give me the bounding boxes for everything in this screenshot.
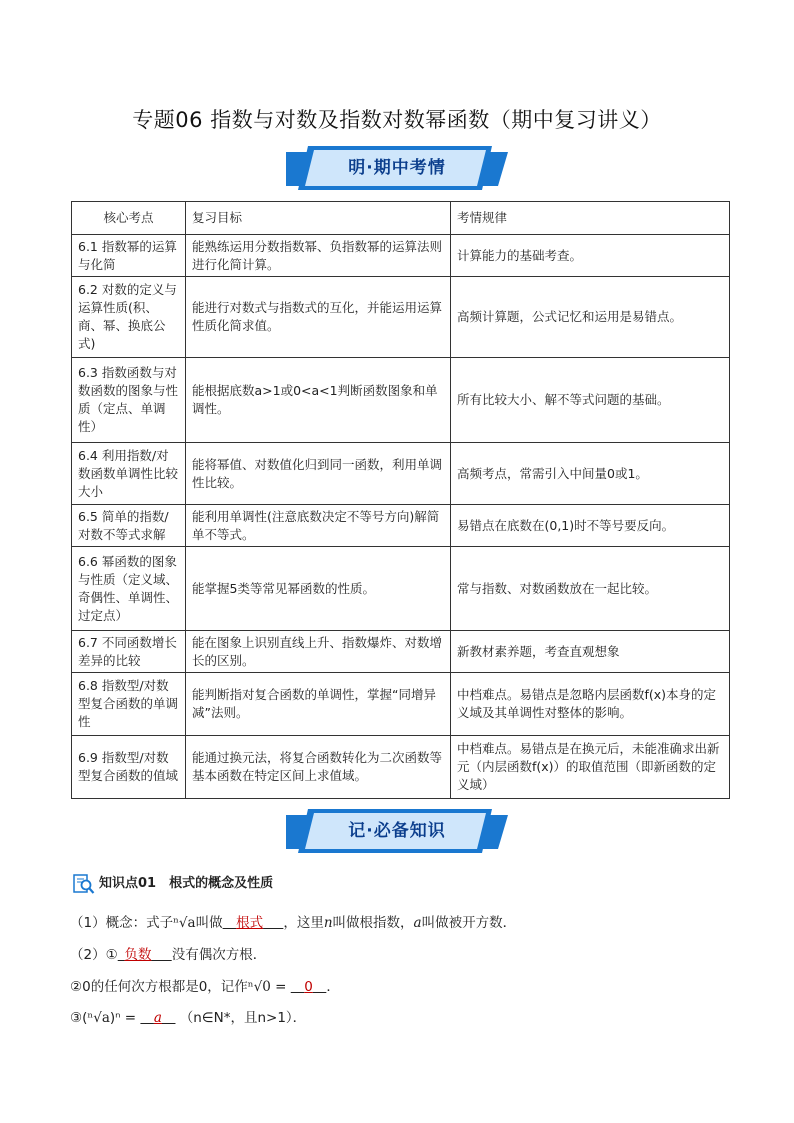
math-var: n: [323, 915, 333, 931]
text: =: [275, 979, 287, 995]
knowledge-line-3: [70, 975, 340, 995]
cell-goal: 能通过换元法，将复合函数转化为二次函数等基本函数在特定区间上求值域。: [186, 736, 451, 799]
text: ③(: [70, 1010, 88, 1026]
cell-pattern: 高频计算题，公式记忆和运用是易错点。: [451, 277, 730, 358]
cell-topic: 6.9 指数型/对数型复合函数的值域: [72, 736, 186, 799]
table-row: [72, 358, 730, 443]
cell-topic: 6.4 利用指数/对数函数单调性比较大小: [72, 443, 186, 505]
banner-title: 明·期中考情: [348, 158, 446, 178]
knowledge-line-4: [70, 1006, 306, 1026]
radical-expression: ⁿ√a: [87, 1010, 110, 1026]
table-row: [72, 736, 730, 799]
cell-goal: 能判断指对复合函数的单调性，掌握“同增异减”法则。: [186, 673, 451, 736]
text: 叫做被开方数．: [421, 915, 517, 931]
table-row: [72, 277, 730, 358]
radical-expression: ⁿ√0: [247, 979, 271, 995]
knowledge-heading-text: 知识点01 根式的概念及性质: [99, 876, 274, 891]
cell-pattern: 新教材素养题，考查直观想象: [451, 631, 730, 673]
table-row: [72, 235, 730, 277]
header-cell: 考情规律: [451, 202, 730, 235]
text: 叫做: [195, 915, 223, 931]
table-row: [72, 673, 730, 736]
page-title: 专题06 指数与对数及指数对数幂函数（期中复习讲义）: [132, 108, 662, 132]
knowledge-heading: [73, 872, 273, 895]
cell-pattern: 中档难点。易错点是在换元后，未能准确求出新元（内层函数f(x)）的取值范围（即新函数的定义域）: [451, 736, 730, 799]
table-row: [72, 631, 730, 673]
cell-goal: 能掌握5类等常见幂函数的性质。: [186, 547, 451, 631]
cell-topic: 6.1 指数幂的运算与化简: [72, 235, 186, 277]
table-row: [72, 505, 730, 547]
text: 叫做根指数，: [332, 915, 414, 931]
cell-topic: 6.2 对数的定义与运算性质(积、商、幂、换底公式): [72, 277, 186, 358]
cell-pattern: 常与指数、对数函数放在一起比较。: [451, 547, 730, 631]
text: )ⁿ =: [109, 1010, 137, 1026]
exam-table: [71, 201, 730, 799]
cell-topic: 6.5 简单的指数/对数不等式求解: [72, 505, 186, 547]
cell-goal: 能利用单调性(注意底数决定不等号方向)解简单不等式。: [186, 505, 451, 547]
cell-topic: 6.3 指数函数与对数函数的图象与性质（定点、单调性）: [72, 358, 186, 443]
math-var: a: [413, 915, 422, 931]
cell-pattern: 中档难点。易错点是忽略内层函数f(x)本身的定义域及其单调性对整体的影响。: [451, 673, 730, 736]
table-row: [72, 547, 730, 631]
answer-blank: 根式: [236, 915, 264, 931]
cell-goal: 能根据底数a>1或0<a<1判断函数图象和单调性。: [186, 358, 451, 443]
header-cell: 核心考点: [72, 202, 186, 235]
banner-title: 记·必备知识: [348, 821, 446, 841]
cell-pattern: 高频考点，常需引入中间量0或1。: [451, 443, 730, 505]
cell-pattern: 易错点在底数在(0,1)时不等号要反向。: [451, 505, 730, 547]
cell-topic: 6.7 不同函数增长差异的比较: [72, 631, 186, 673]
knowledge-line-2: [70, 943, 266, 963]
cell-goal: 能熟练运用分数指数幂、负指数幂的运算法则进行化简计算。: [186, 235, 451, 277]
magnifier-book-icon: [73, 873, 95, 895]
cell-goal: 能在图象上识别直线上升、指数爆炸、对数增长的区别。: [186, 631, 451, 673]
text: （n∈N*，且n>1）．: [179, 1010, 307, 1026]
table-header-row: [72, 202, 730, 235]
cell-pattern: 所有比较大小、解不等式问题的基础。: [451, 358, 730, 443]
text: （2）①: [70, 947, 118, 963]
answer-blank: 负数: [124, 947, 152, 963]
text: 没有偶次方根．: [171, 947, 267, 963]
cell-goal: 能将幂值、对数值化归到同一函数，利用单调性比较。: [186, 443, 451, 505]
section-banner-exam: [286, 146, 508, 190]
table-row: [72, 443, 730, 505]
answer-blank: a: [153, 1010, 162, 1026]
cell-topic: 6.6 幂函数的图象与性质（定义域、奇偶性、单调性、过定点）: [72, 547, 186, 631]
radical-expression: ⁿ√a: [173, 915, 196, 931]
cell-goal: 能进行对数式与指数式的互化，并能运用运算性质化简求值。: [186, 277, 451, 358]
text: ②0的任何次方根都是0，记作: [70, 979, 248, 995]
knowledge-line-1: [70, 911, 516, 931]
cell-topic: 6.8 指数型/对数型复合函数的单调性: [72, 673, 186, 736]
text: （1）概念：式子: [70, 915, 174, 931]
header-cell: 复习目标: [186, 202, 451, 235]
text: ．: [326, 979, 340, 995]
answer-blank: 0: [304, 979, 313, 995]
section-banner-knowledge: [286, 809, 508, 853]
cell-pattern: 计算能力的基础考查。: [451, 235, 730, 277]
text: ，这里: [283, 915, 324, 931]
